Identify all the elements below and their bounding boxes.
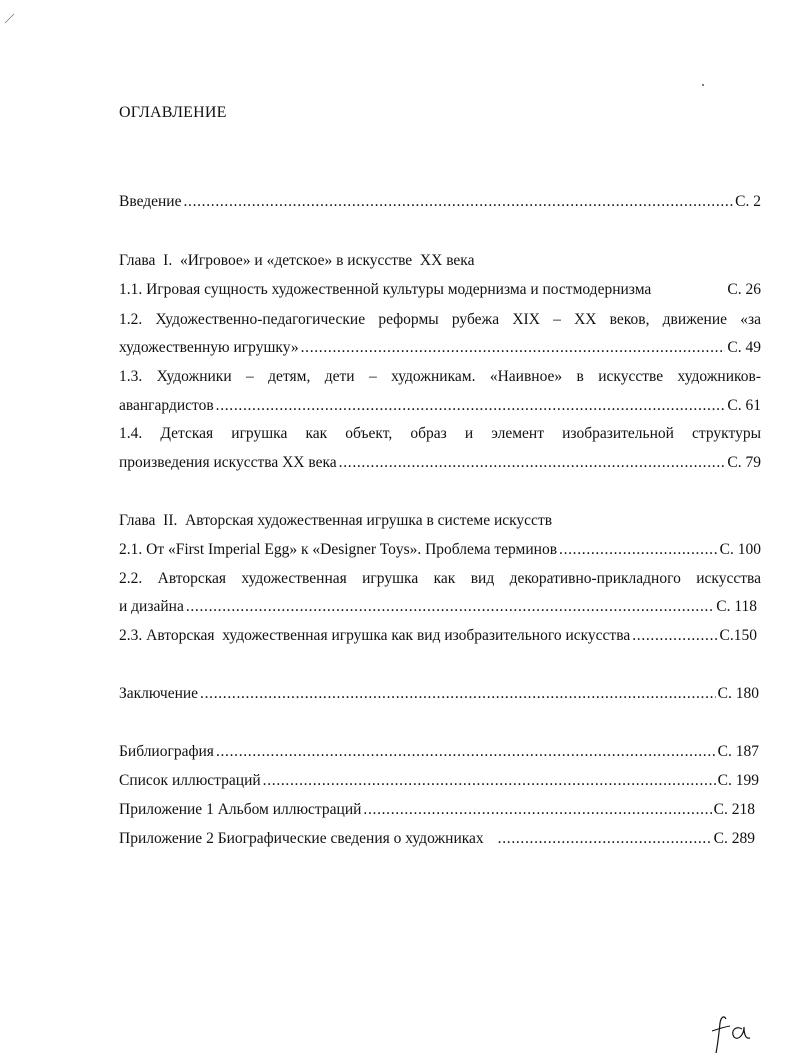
leader-dots bbox=[559, 540, 718, 560]
leader-dots bbox=[216, 396, 726, 416]
toc-entry-page: С. 187 bbox=[717, 743, 759, 760]
toc-entry-1-2-line1: 1.2. Художественно-педагогические реформы рубежа XIX – XX веков, движение «за bbox=[119, 311, 761, 328]
toc-entry-page: С. 100 bbox=[719, 541, 761, 558]
toc-entry-page: С.150 bbox=[719, 627, 757, 644]
leader-dots bbox=[216, 742, 716, 762]
toc-entry-page: С. 2 bbox=[735, 193, 761, 210]
toc-entry-label: Список иллюстраций bbox=[119, 772, 261, 789]
toc-entry-label: Заключение bbox=[119, 685, 199, 702]
chapter-2-heading: Глава II. Авторская художественная игрушка в системе искусств bbox=[119, 512, 553, 529]
toc-entry-page: С. 118 bbox=[716, 598, 757, 615]
leader-dots bbox=[363, 800, 711, 820]
toc-entry-1-4-line1: 1.4. Детская игрушка как объект, образ и элемент изобразительной структуры bbox=[119, 425, 761, 442]
toc-entry-conclusion bbox=[119, 684, 759, 704]
toc-entry-label: 2.1. От «First Imperial Egg» к «Designer Toys». Проблема терминов bbox=[119, 541, 558, 558]
leader-dots bbox=[339, 453, 726, 473]
toc-entry-page: С. 61 bbox=[727, 397, 761, 414]
toc-entry-page: С. 49 bbox=[727, 339, 761, 356]
toc-entry-1-4-line2 bbox=[119, 453, 761, 473]
toc-entry-page: С. 26 bbox=[727, 281, 761, 298]
toc-entry-label: произведения искусства XX века bbox=[119, 454, 337, 471]
toc-entry-illustrations bbox=[119, 771, 759, 791]
leader-dots bbox=[632, 626, 717, 646]
toc-entry-appendix-1 bbox=[119, 800, 755, 820]
chapter-1-heading: Глава I. «Игровое» и «детское» в искусстве XX века bbox=[119, 252, 475, 269]
toc-entry-2-3 bbox=[119, 626, 757, 646]
toc-entry-1-3-line1: 1.3. Художники – детям, дети – художникам. «Наивное» в искусстве художников- bbox=[119, 368, 761, 385]
toc-entry-label: Приложение 1 Альбом иллюстраций bbox=[119, 801, 362, 818]
toc-entry-2-2-line2 bbox=[119, 597, 757, 617]
toc-entry-label: художественную игрушку» bbox=[119, 339, 299, 356]
toc-entry-label: Введение bbox=[119, 193, 182, 210]
toc-entry-label: и дизайна bbox=[119, 598, 184, 615]
toc-entry-intro bbox=[119, 192, 761, 212]
toc-entry-page: С. 289 bbox=[713, 830, 755, 847]
leader-dots bbox=[301, 338, 726, 358]
toc-entry-2-2-line1: 2.2. Авторская художественная игрушка как вид декоративно-прикладного искусства bbox=[119, 570, 761, 587]
toc-entry-2-1 bbox=[119, 540, 761, 560]
toc-entry-page: С. 199 bbox=[717, 772, 759, 789]
toc-entry-label: 1.1. Игровая сущность художественной культуры модернизма и постмодернизма bbox=[119, 281, 652, 298]
leader-dots bbox=[263, 771, 716, 791]
toc-entry-label: авангардистов bbox=[119, 397, 214, 414]
toc-entry-label: 2.3. Авторская художественная игрушка как вид изобразительного искусства bbox=[119, 627, 631, 644]
handwritten-signature bbox=[704, 1005, 764, 1055]
scan-mark bbox=[4, 12, 16, 24]
toc-entry-1-2-line2 bbox=[119, 338, 761, 358]
toc-entry-page: С. 218 bbox=[713, 801, 755, 818]
toc-entry-appendix-2 bbox=[119, 829, 755, 849]
toc-entry-page: С. 79 bbox=[727, 454, 761, 471]
toc-entry-label: Библиография bbox=[119, 743, 214, 760]
leader-dots bbox=[183, 192, 733, 212]
toc-entry-1-3-line2 bbox=[119, 396, 761, 416]
toc-title: ОГЛАВЛЕНИЕ bbox=[119, 104, 227, 121]
leader-dots bbox=[200, 684, 716, 704]
toc-entry-1-1 bbox=[119, 280, 761, 300]
leader-dots bbox=[498, 829, 712, 849]
toc-entry-page: С. 180 bbox=[717, 685, 759, 702]
toc-entry-bibliography bbox=[119, 742, 759, 762]
scan-speck bbox=[702, 84, 704, 86]
toc-entry-label: Приложение 2 Биографические сведения о художниках bbox=[119, 830, 484, 847]
leader-dots bbox=[186, 597, 714, 617]
